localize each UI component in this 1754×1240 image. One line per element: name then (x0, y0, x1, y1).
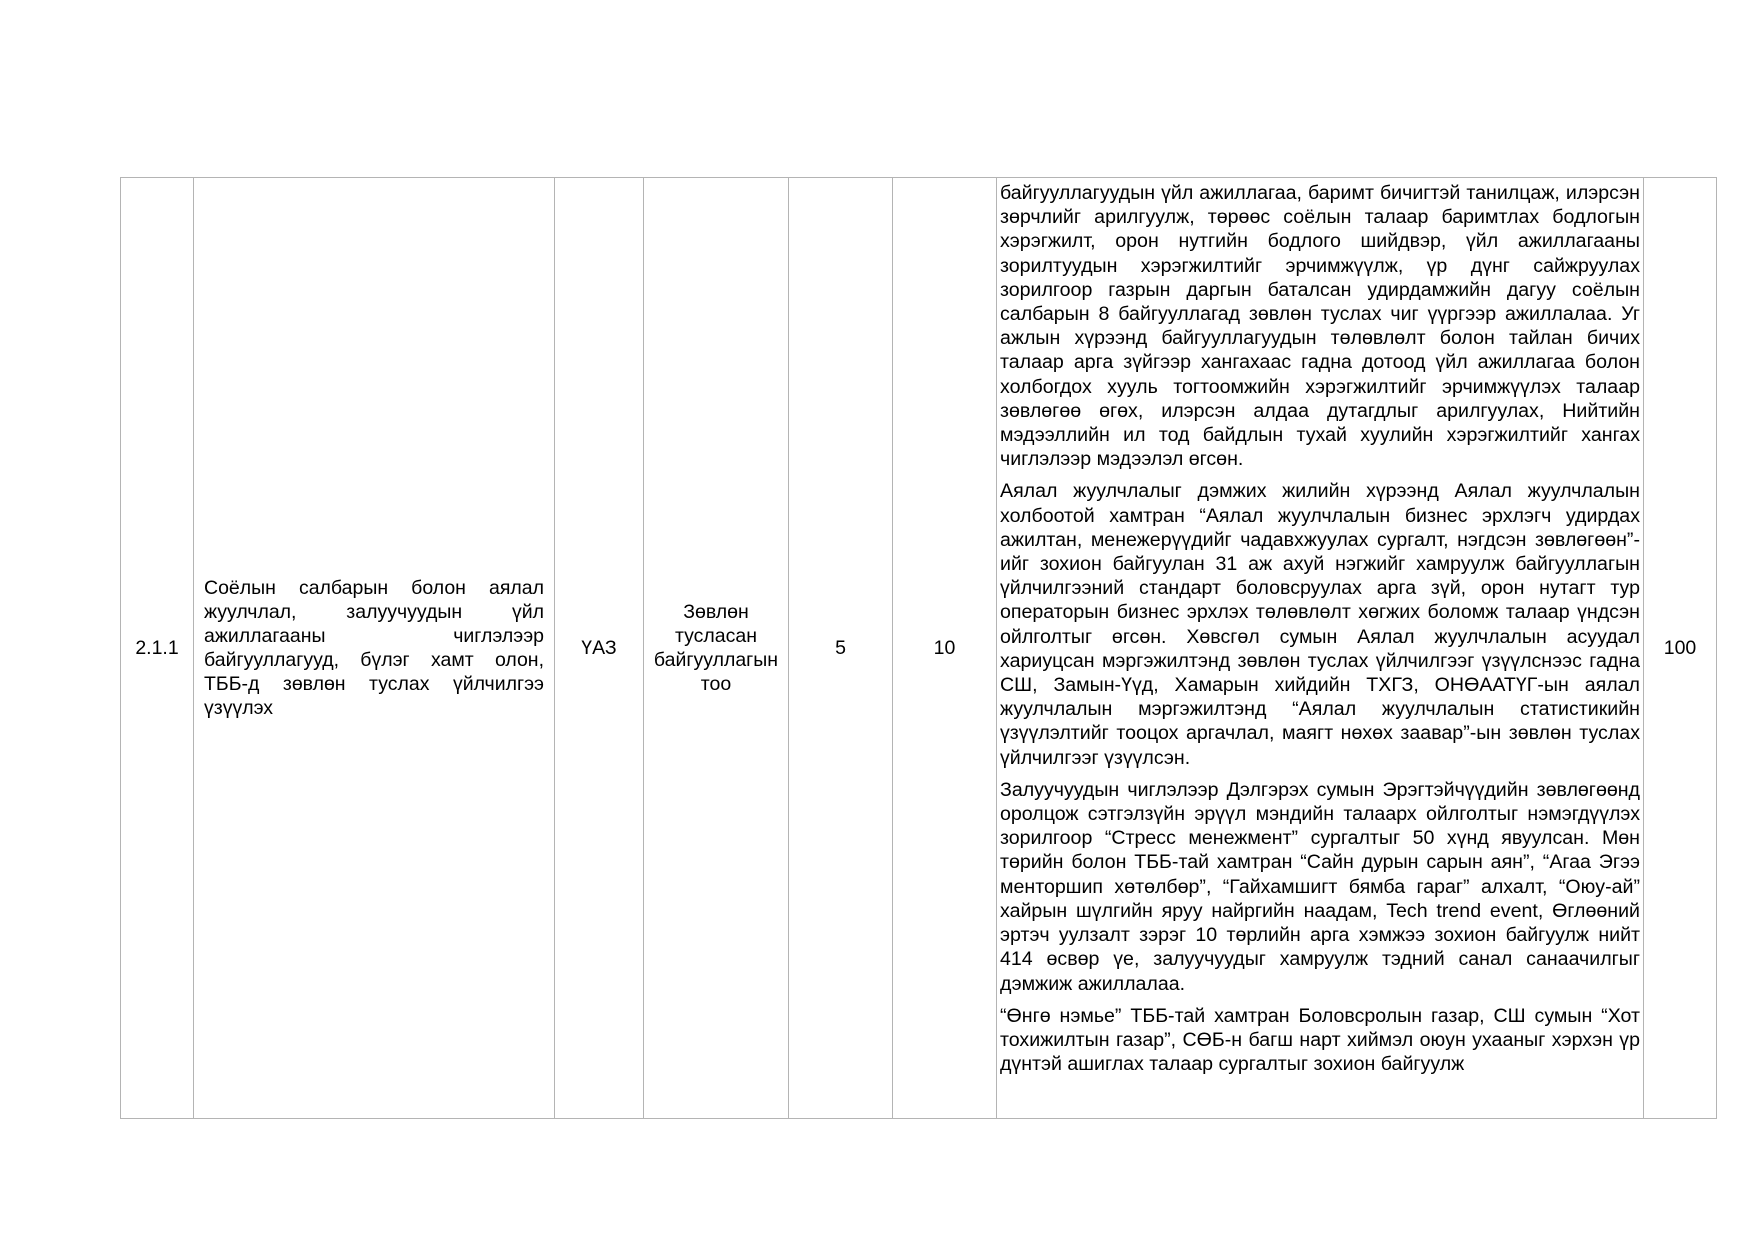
cell-activity: Соёлын салбарын болон аялал жуулчлал, залуучуудын үйл ажиллагааны чиглэлээр байгууллагууд, бүлэг хамт олон, ТББ-д зөвлөн туслах үйлчилгээ үзүүлэх (194, 178, 555, 1119)
cell-target: 10 (893, 178, 997, 1119)
cell-responsible-unit: ҮАЗ (555, 178, 644, 1119)
table-row (121, 178, 1717, 1119)
cell-percent: 100 (1644, 178, 1717, 1119)
report-paragraph: байгууллагуудын үйл ажиллагаа, баримт бичигтэй танилцаж, илэрсэн зөрчлийг арилгуулж, төрөөс соёлын талаар баримтлах бодлогын хэрэгжилт, орон нутгийн бодлого шийдвэр, үйл ажиллагааны зорилтуудын хэрэгжилтийг эрчимжүүлж, үр дүнг сайжруулах зорилгоор газрын даргын баталсан удирдамжийн дагуу соёлын салбарын 8 байгууллагад зөвлөн туслах чиг үүргээр ажиллалаа. Уг ажлын хүрээнд байгууллагуудын төлөвлөлт болон тайлан бичих талаар арга зүйгээр хангахаас гадна дотоод үйл ажиллагаа болон холбогдох хууль тогтоомжийн хэрэгжилтийг эрчимжүүлэх талаар зөвлөгөө өгөх, илэрсэн алдаа дутагдлыг арилгуулах, Нийтийн мэдээллийн ил тод байдлын тухай хуулийн хэрэгжилтийг хангах чиглэлээр мэдээлэл өгсөн. (1000, 182, 1640, 471)
report-paragraph: Залуучуудын чиглэлээр Дэлгэрэх сумын Эрэгтэйчүүдийн зөвлөгөөнд оролцож сэтгэлзүйн эрүүл мэндийн талаарх ойлголтыг нэмэгдүүлэх зорилгоор “Стресс менежмент” сургалтыг 50 хүнд явуулсан. Мөн төрийн болон ТББ-тай хамтран “Сайн дурын сарын аян”, “Агаа Эгээ менторшип хөтөлбөр”, “Гайхамшигт бямба гараг” алхалт, “Оюу-ай” хайрын шүлгийн яруу найргийн наадам, Tech trend event, Өглөөний эртэч уулзалт зэрэг 10 төрлийн арга хэмжээ зохион байгуулж нийт 414 өсвөр үе, залуучуудыг хамруулж тэдний санал санаачилгыг дэмжиж ажиллалаа. (1000, 778, 1640, 995)
report-table (120, 177, 1717, 1119)
cell-baseline: 5 (789, 178, 893, 1119)
report-paragraph: “Өнгө нэмье” ТББ-тай хамтран Боловсролын газар, СШ сумын “Хот тохижилтын газар”, СӨБ-н багш нарт хиймэл оюун ухааныг хэрхэн үр дүнтэй ашиглах талаар сургалтыг зохион байгуулж (1000, 1004, 1640, 1076)
report-text (1000, 178, 1640, 1118)
cell-code: 2.1.1 (121, 178, 194, 1119)
cell-indicator: Зөвлөн тусласан байгууллагын тоо (644, 178, 789, 1119)
cell-report (997, 178, 1644, 1119)
report-paragraph: Аялал жуулчлалыг дэмжих жилийн хүрээнд Аялал жуулчлалын холбоотой хамтран “Аялал жуулчлалын бизнес эрхлэгч удирдах ажилтан, менежерүүдийг чадавхжуулах сургалт, нэгдсэн зөвлөгөөн”-ийг зохион байгуулан 31 аж ахуй нэгжийг хамруулж байгууллагын үйлчилгээний стандарт боловсруулах арга зүй, орон нутагт тур операторын бизнес эрхлэх төлөвлөлт хөгжих боломж талаар үндсэн ойлголтыг өгсөн. Хөвсгөл сумын Аялал жуулчлалын асуудал хариуцсан мэргэжилтэнд зөвлөн туслах үйлчилгээг үзүүлснээс гадна СШ, Замын-Үүд, Хамарын хийдийн ТХГЗ, ОНӨААТҮГ-ын аялал жуулчлалын мэргэжилтэнд “Аялал жуулчлалын статистикийн үзүүлэлтийг тооцох аргачлал, маягт нөхөх заавар”-ын зөвлөн туслах үйлчилгээг үзүүлсэн. (1000, 480, 1640, 769)
